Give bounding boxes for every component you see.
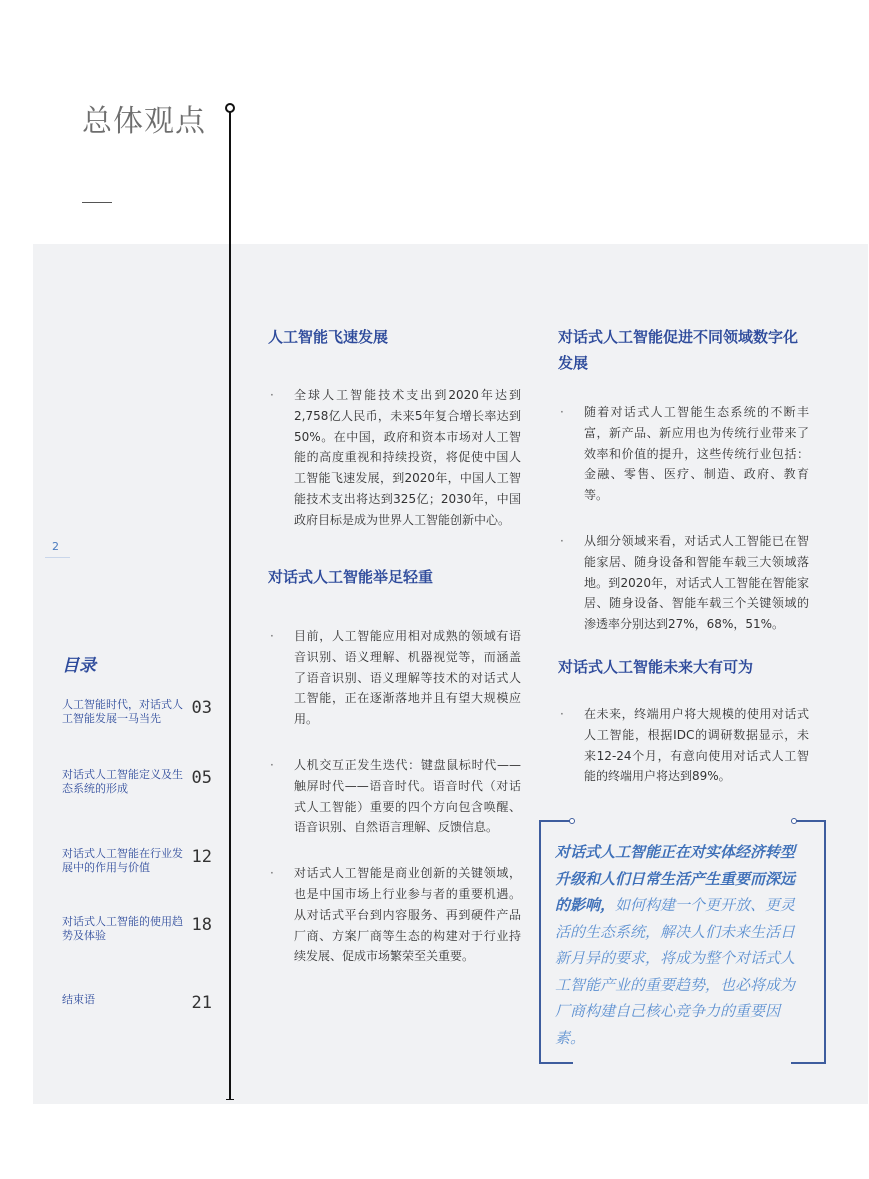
toc-item-label[interactable]: 人工智能时代，对话式人工智能发展一马当先 <box>62 698 183 725</box>
quote-dot-icon <box>569 818 575 824</box>
right-column-section-1 <box>558 324 809 635</box>
toc-item-page: 05 <box>191 768 212 788</box>
toc-item-label[interactable]: 对话式人工智能定义及生态系统的形成 <box>62 768 183 795</box>
quote-text <box>555 839 807 1051</box>
left-column-section-2 <box>268 564 521 967</box>
bullet-item: · 随着对话式人工智能生态系统的不断丰富，新产品、新应用也为传统行业带来了效率和价值的提升，这些传统行业包括：金融、零售、医疗、制造、政府、教育等。 <box>558 402 809 506</box>
toc-item[interactable] <box>62 698 214 726</box>
quote-frame-left <box>539 820 541 1064</box>
toc-item[interactable] <box>62 993 214 1013</box>
section-heading: 对话式人工智能举足轻重 <box>268 568 434 586</box>
bullet-item: · 目前，人工智能应用相对成熟的领域有语音识别、语义理解、机器视觉等，而涵盖了语音识别、语义理解等技术的对话式人工智能，正在逐渐落地并且有望大规模应用。 <box>268 626 521 730</box>
page-title: 总体观点 <box>82 104 206 139</box>
section-heading: 对话式人工智能未来大有可为 <box>558 658 754 676</box>
bullet-list <box>558 704 809 787</box>
toc-item-page: 03 <box>191 698 212 718</box>
toc-item[interactable] <box>62 768 214 796</box>
toc-item-label[interactable]: 对话式人工智能在行业发展中的作用与价值 <box>62 847 183 874</box>
toc-item-page: 12 <box>191 847 212 867</box>
section-heading: 对话式人工智能促进不同领域数字化发展 <box>558 328 799 372</box>
section-heading: 人工智能飞速发展 <box>268 328 389 346</box>
bullet-item: · 对话式人工智能是商业创新的关键领域，也是中国市场上行业参与者的重要机遇。从对话式平台到内容服务、再到硬件产品厂商、方案厂商等生态的构建对于行业持续发展、促成市场繁荣至关重要。 <box>268 863 521 967</box>
toc-item-page: 21 <box>191 993 212 1013</box>
toc-item[interactable] <box>62 847 214 875</box>
bullet-item: · 从细分领域来看，对话式人工智能已在智能家居、随身设备和智能车载三大领域落地。到2020年，对话式人工智能在智能家居、随身设备、智能车载三个关键领域的渗透率分别达到27%，68%，51%。 <box>558 531 809 635</box>
bullet-item: · 在未来，终端用户将大规模的使用对话式人工智能，根据IDC的调研数据显示，未来12-24个月，有意向使用对话式人工智能的终端用户将达到89%。 <box>558 704 809 787</box>
bullet-list <box>268 385 521 531</box>
bullet-list <box>268 626 521 967</box>
page-number-rule <box>45 557 70 558</box>
title-underline <box>82 202 112 203</box>
quote-frame-top-left <box>539 820 571 822</box>
toc-item-label[interactable]: 对话式人工智能的使用趋势及体验 <box>62 915 183 942</box>
quote-frame-bottom-left <box>539 1062 573 1064</box>
bullet-list <box>558 402 809 635</box>
bullet-item: · 全球人工智能技术支出到2020年达到2,758亿人民币，未来5年复合增长率达到50%。在中国，政府和资本市场对人工智能的高度重视和持续投资，将促使中国人工智能飞速发展，到2020年，中国人工智能技术支出将达到325亿；2030年，中国政府目标是成为世界人工智能创新中心。 <box>268 385 521 531</box>
timeline-rule <box>229 108 231 1100</box>
timeline-foot <box>226 1099 234 1100</box>
toc-item-label[interactable]: 结束语 <box>62 993 95 1006</box>
page-number: 2 <box>52 540 59 553</box>
timeline-dot-icon <box>225 103 235 113</box>
key-quote-box <box>539 820 825 1064</box>
quote-body: 如何构建一个更开放、更灵活的生态系统，解决人们未来生活日新月异的要求，将成为整个对话式人工智能产业的重要趋势，也必将成为厂商构建自己核心竞争力的重要因素。 <box>555 896 796 1047</box>
quote-frame-top-right <box>793 820 825 822</box>
left-column-section-1 <box>268 324 521 531</box>
quote-frame-right <box>824 820 826 1064</box>
bullet-item: · 人机交互正发生迭代：键盘鼠标时代——触屏时代——语音时代。语音时代（对话式人工智能）重要的四个方向包含唤醒、语音识别、自然语言理解、反馈信息。 <box>268 755 521 838</box>
quote-dot-icon <box>791 818 797 824</box>
toc-title: 目录 <box>62 656 96 676</box>
quote-frame-bottom-right <box>791 1062 825 1064</box>
toc-item[interactable] <box>62 915 214 943</box>
toc-item-page: 18 <box>191 915 212 935</box>
right-column-section-2 <box>558 654 809 787</box>
quote-emphasis: 对话式人工智能正在对实体经济转型升级和人们日常生活产生重要而深远的影响， <box>555 843 796 914</box>
